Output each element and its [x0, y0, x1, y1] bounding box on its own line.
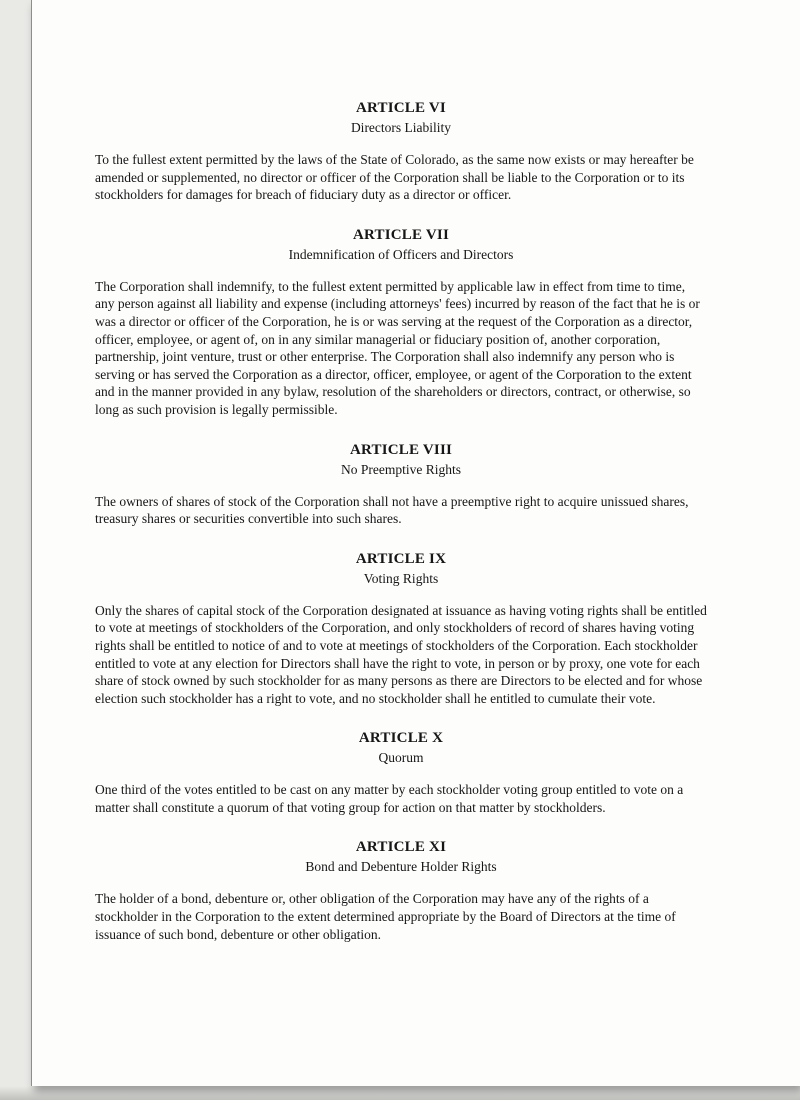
article-title: ARTICLE XI	[355, 839, 447, 856]
article-body: One third of the votes entitled to be cast on any matter by each stockholder voting group entitled to vote on a matter shall constitute a quorum of that voting group for action on that matter by stockholders.	[95, 782, 684, 815]
article-title: ARTICLE VI	[356, 100, 446, 116]
article-subtitle: Quorum	[378, 750, 424, 766]
article-title: ARTICLE X	[358, 730, 444, 747]
document-page	[31, 0, 800, 1086]
article-subtitle: Directors Liability	[350, 120, 452, 135]
article-section-xi	[95, 836, 707, 943]
article-section-x	[95, 727, 707, 816]
article-title: ARTICLE IX	[355, 550, 447, 567]
article-title: ARTICLE VII	[352, 226, 449, 243]
article-section-vii	[95, 224, 707, 419]
scan-edge-shadow	[0, 1086, 800, 1100]
article-subtitle: Bond and Debenture Holder Rights	[305, 859, 497, 875]
article-body: The Corporation shall indemnify, to the fullest extent permitted by applicable law in effect from time to time, any person against all liability and expense (including attorneys' fees) incurred by reason of the fact that he is or was a director or officer of the Corporation, he is or was serving at the request of the Corporation as a director, officer, employee, or agent of, on in any similar managerial or fiduciary position of, another corporation, partnership, joint venture, trust or other enterprise. The Corporation shall also indemnify any person who is serving or has served the Corporation as a director, officer, employee, or agent of the Corporation to the extent and in the manner provided in any bylaw, resolution of the shareholders or directors, contract, or otherwise, so long as such provision is legally permissible.	[95, 278, 700, 417]
article-body: The holder of a bond, debenture or, other obligation of the Corporation may have any of the rights of a stockholder in the Corporation to the extent determined appropriate by the Board of Directors at the time of issuance of such bond, debenture or other obligation.	[95, 891, 676, 942]
article-section-viii	[95, 439, 707, 528]
article-section-ix	[95, 548, 707, 708]
article-body: To the fullest extent permitted by the laws of the State of Colorado, as the same now exists or may hereafter be amended or supplemented, no director or officer of the Corporation shall be liable to the Corporation or to its stockholders for damages for breach of fiduciary duty as a director or officer.	[95, 152, 694, 203]
article-subtitle: No Preemptive Rights	[341, 461, 461, 477]
article-body: The owners of shares of stock of the Corporation shall not have a preemptive right to acquire unissued shares, treasury shares or securities convertible into such shares.	[95, 493, 689, 527]
article-title: ARTICLE VIII	[349, 441, 453, 458]
article-section-vi	[95, 97, 707, 204]
article-subtitle: Voting Rights	[363, 570, 439, 586]
article-body: Only the shares of capital stock of the Corporation designated at issuance as having voting rights shall be entitled to vote at meetings of stockholders of the Corporation, and only stockholders of record of shares having voting rights shall be entitled to notice of and to vote at meetings of stockholders of the Corporation. Each stockholder entitled to vote at any election for Directors shall have the right to vote, in person or by proxy, one vote for each share of stock owned by such stockholder for as many persons as there are Directors to be elected and for whose election such stockholder has a right to vote, and no stockholder shall he entitled to cumulate their vote.	[95, 602, 707, 706]
article-subtitle: Indemnification of Officers and Directors	[288, 246, 514, 262]
document-content	[95, 97, 707, 943]
